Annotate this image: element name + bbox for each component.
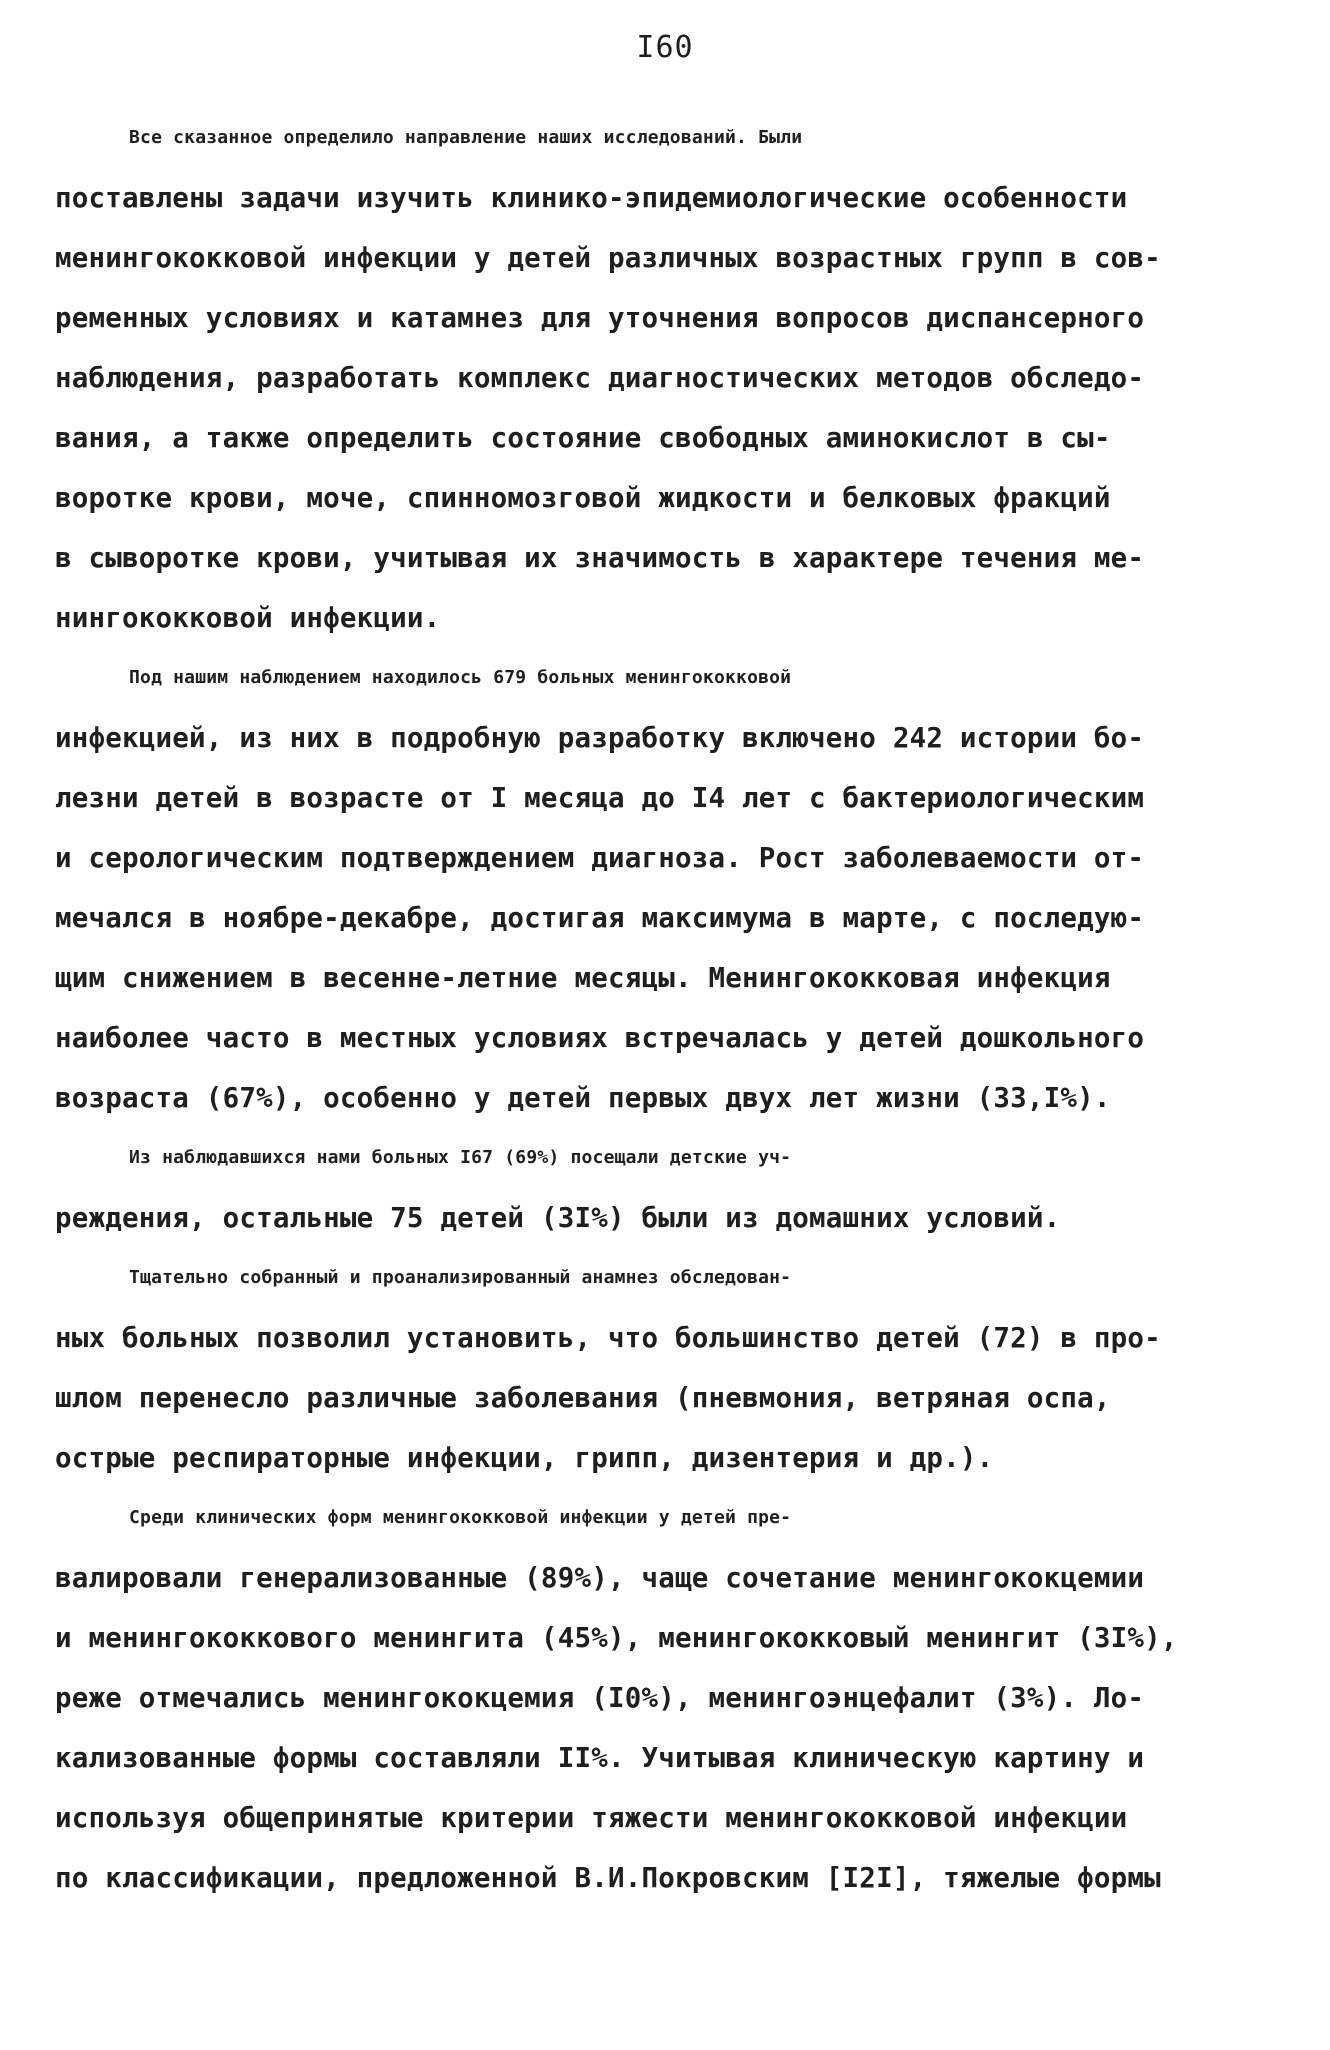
- text-line: лезни детей в возрасте от I месяца до I4 лет с бактериологическим: [55, 782, 1145, 814]
- text-line: и менингококкового менингита (45%), менингококковый менингит (3I%),: [55, 1622, 1178, 1654]
- text-line: в сыворотке крови, учитывая их значимость в характере течения ме-: [55, 542, 1145, 574]
- text-line: по классификации, предложенной В.И.Покровским [I2I], тяжелые формы: [55, 1862, 1161, 1894]
- text-line: наиболее часто в местных условиях встречалась у детей дошкольного: [55, 1022, 1145, 1054]
- text-line: ременных условиях и катамнез для уточнения вопросов диспансерного: [55, 302, 1145, 334]
- text-line: и серологическим подтверждением диагноза. Рост заболеваемости от-: [55, 842, 1145, 874]
- text-line: острые респираторные инфекции, грипп, дизентерия и др.).: [55, 1442, 994, 1474]
- text-line: щим снижением в весенне-летние месяцы. Менингококковая инфекция: [55, 962, 1111, 994]
- text-line: Из наблюдавшихся нами больных I67 (69%) посещали детские уч-: [129, 1147, 792, 1168]
- text-line: инфекцией, из них в подробную разработку включено 242 истории бо-: [55, 722, 1145, 754]
- text-line: вания, а также определить состояние свободных аминокислот в сы-: [55, 422, 1111, 454]
- text-line: воротке крови, моче, спинномозговой жидкости и белковых фракций: [55, 482, 1111, 514]
- text-line: шлом перенесло различные заболевания (пневмония, ветряная оспа,: [55, 1382, 1111, 1414]
- page-number: I60: [636, 30, 694, 65]
- text-line: нингококковой инфекции.: [55, 602, 441, 634]
- text-line: Под нашим наблюдением находилось 679 больных менингококковой: [129, 667, 792, 688]
- text-line: мечался в ноябре-декабре, достигая максимума в марте, с последую-: [55, 902, 1145, 934]
- text-line: Среди клинических форм менингококковой инфекции у детей пре-: [129, 1507, 792, 1528]
- text-line: валировали генерализованные (89%), чаще сочетание менингококцемии: [55, 1562, 1145, 1594]
- text-line: реже отмечались менингококцемия (I0%), менингоэнцефалит (3%). Ло-: [55, 1682, 1145, 1714]
- text-line: Все сказанное определило направление наших исследований. Были: [129, 127, 803, 148]
- text-line: Тщательно собранный и проанализированный анамнез обследован-: [129, 1267, 792, 1288]
- text-line: реждения, остальные 75 детей (3I%) были из домашних условий.: [55, 1202, 1061, 1234]
- text-line: используя общепринятые критерии тяжести менингококковой инфекции: [55, 1802, 1128, 1834]
- text-line: поставлены задачи изучить клинико-эпидемиологические особенности: [55, 182, 1128, 214]
- text-line: наблюдения, разработать комплекс диагностических методов обследо-: [55, 362, 1145, 394]
- text-line: возраста (67%), особенно у детей первых двух лет жизни (33,I%).: [55, 1082, 1111, 1114]
- body-text: [55, 108, 1275, 1908]
- text-line: менингококковой инфекции у детей различных возрастных групп в сов-: [55, 242, 1161, 274]
- text-line: кализованные формы составляли II%. Учитывая клиническую картину и: [55, 1742, 1145, 1774]
- text-line: ных больных позволил установить, что большинство детей (72) в про-: [55, 1322, 1161, 1354]
